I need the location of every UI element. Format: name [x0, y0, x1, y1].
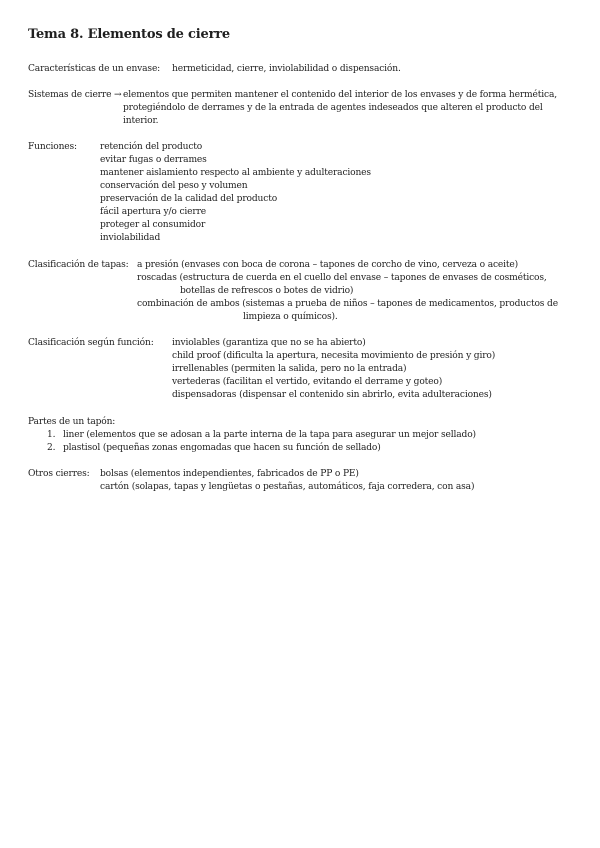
tapas-line: roscadas (estructura de cuerda en el cuello del envase – tapones de envases de cosméticos, — [137, 273, 547, 283]
partes-item: plastisol (pequeñas zonas engomadas que hacen su función de sellado) — [63, 443, 381, 453]
partes-num: 2. — [47, 443, 56, 453]
sistemas-line: interior. — [123, 116, 159, 126]
tapas-line: a presión (envases con boca de corona – tapones de corcho de vino, cerveza o aceite) — [137, 260, 519, 270]
funciones-item: fácil apertura y/o cierre — [100, 207, 207, 217]
funciones-item: preservación de la calidad del producto — [100, 194, 278, 204]
sistemas-line: elementos que permiten mantener el contenido del interior de los envases y de forma hermética, — [123, 90, 557, 100]
tapas-line: botellas de refrescos o botes de vidrio) — [180, 286, 354, 296]
otros-item: bolsas (elementos independientes, fabricados de PP o PE) — [100, 469, 359, 479]
partes-num: 1. — [47, 430, 56, 440]
funcion-item: inviolables (garantiza que no se ha abierto) — [172, 338, 366, 348]
funciones-item: evitar fugas o derrames — [100, 155, 207, 165]
tapas-label: Clasificación de tapas: — [28, 260, 129, 270]
funcion-item: child proof (dificulta la apertura, necesita movimiento de presión y giro) — [172, 351, 496, 361]
funcion-label: Clasificación según función: — [28, 338, 154, 348]
otros-item: cartón (solapas, tapas y lengüetas o pestañas, automáticos, faja corredera, con asa) — [100, 482, 475, 492]
funciones-item: conservación del peso y volumen — [100, 181, 248, 191]
funciones-item: mantener aislamiento respecto al ambiente y adulteraciones — [100, 168, 371, 178]
funciones-item: inviolabilidad — [100, 233, 161, 243]
funcion-item: vertederas (facilitan el vertido, evitando el derrame y goteo) — [172, 377, 443, 387]
page-title: Tema 8. Elementos de cierre — [28, 27, 230, 42]
otros-label: Otros cierres: — [28, 469, 90, 479]
funciones-item: retención del producto — [100, 142, 203, 152]
tapas-line: combinación de ambos (sistemas a prueba de niños – tapones de medicamentos, productos de — [137, 299, 558, 309]
funcion-item: dispensadoras (dispensar el contenido sin abrirlo, evita adulteraciones) — [172, 390, 492, 400]
funciones-label: Funciones: — [28, 142, 77, 152]
funciones-item: proteger al consumidor — [100, 220, 206, 230]
tapas-line: limpieza o químicos). — [243, 312, 338, 322]
partes-item: liner (elementos que se adosan a la parte interna de la tapa para asegurar un mejor sellado) — [63, 430, 476, 440]
sistemas-label: Sistemas de cierre → — [28, 90, 122, 100]
caracteristicas-label: Características de un envase: — [28, 64, 161, 74]
partes-label: Partes de un tapón: — [28, 417, 116, 427]
funcion-item: irrellenables (permiten la salida, pero no la entrada) — [172, 364, 407, 374]
sistemas-line: protegiéndolo de derrames y de la entrada de agentes indeseados que alteren el producto del — [123, 103, 543, 113]
caracteristicas-text: hermeticidad, cierre, inviolabilidad o dispensación. — [172, 64, 401, 74]
